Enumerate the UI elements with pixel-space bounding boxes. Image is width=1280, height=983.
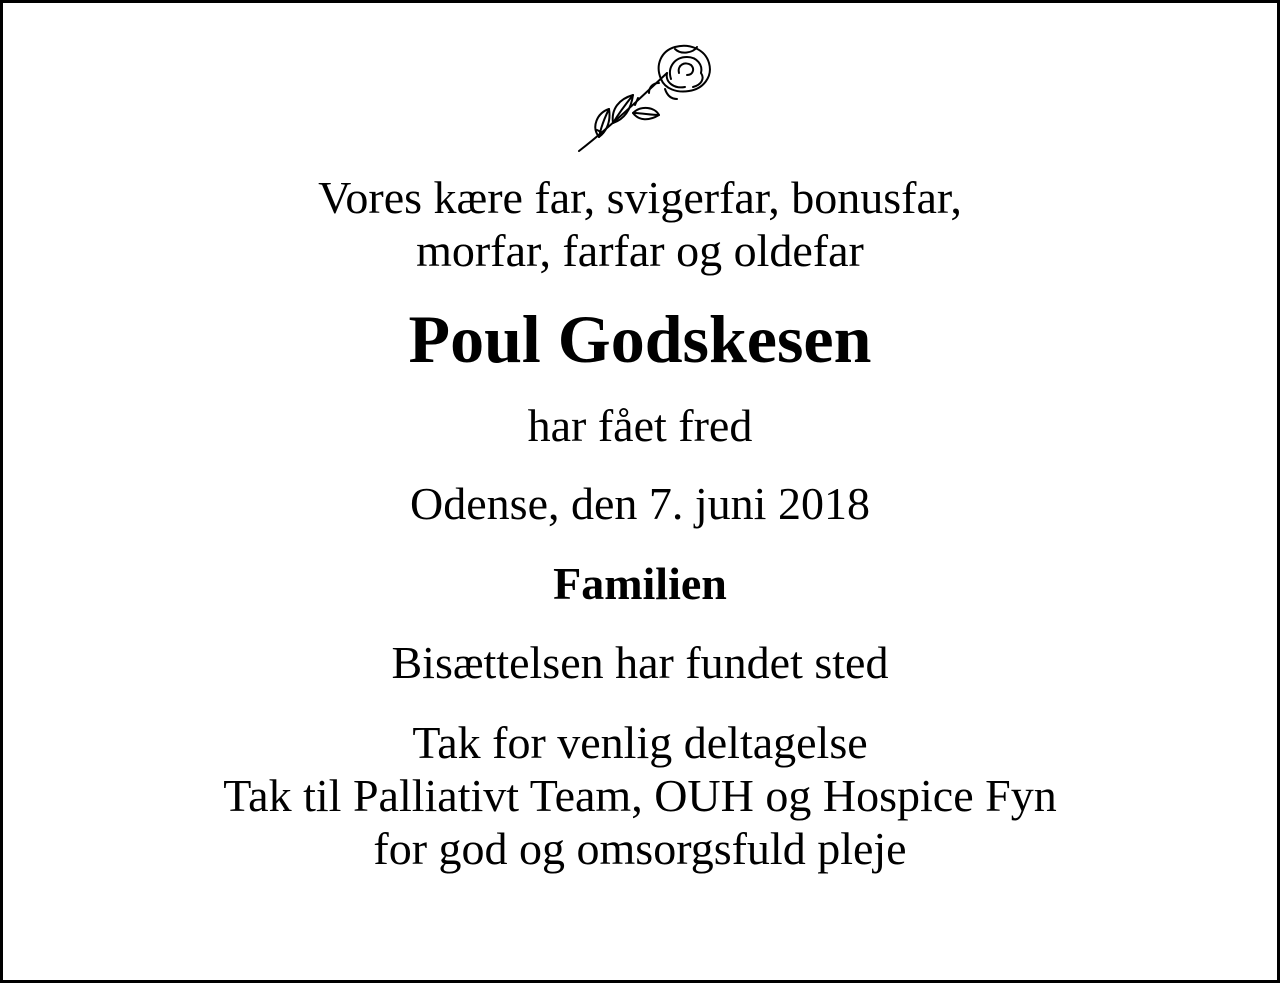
rose-icon <box>575 43 715 155</box>
signature-family: Familien <box>553 558 727 609</box>
thanks-line-3: for god og omsorgsfuld pleje <box>373 823 907 874</box>
thanks-line-1: Tak for venlig deltagelse <box>412 717 868 768</box>
place-date: Odense, den 7. juni 2018 <box>410 478 870 529</box>
deceased-name: Poul Godskesen <box>408 301 872 377</box>
funeral-note: Bisættelsen har fundet sted <box>391 637 889 688</box>
intro-line-1: Vores kære far, svigerfar, bonusfar, <box>318 172 962 223</box>
intro-line-2: morfar, farfar og oldefar <box>416 225 864 276</box>
passing-text: har fået fred <box>527 400 753 451</box>
thanks-line-2: Tak til Palliativt Team, OUH og Hospice Fyn <box>223 770 1057 821</box>
